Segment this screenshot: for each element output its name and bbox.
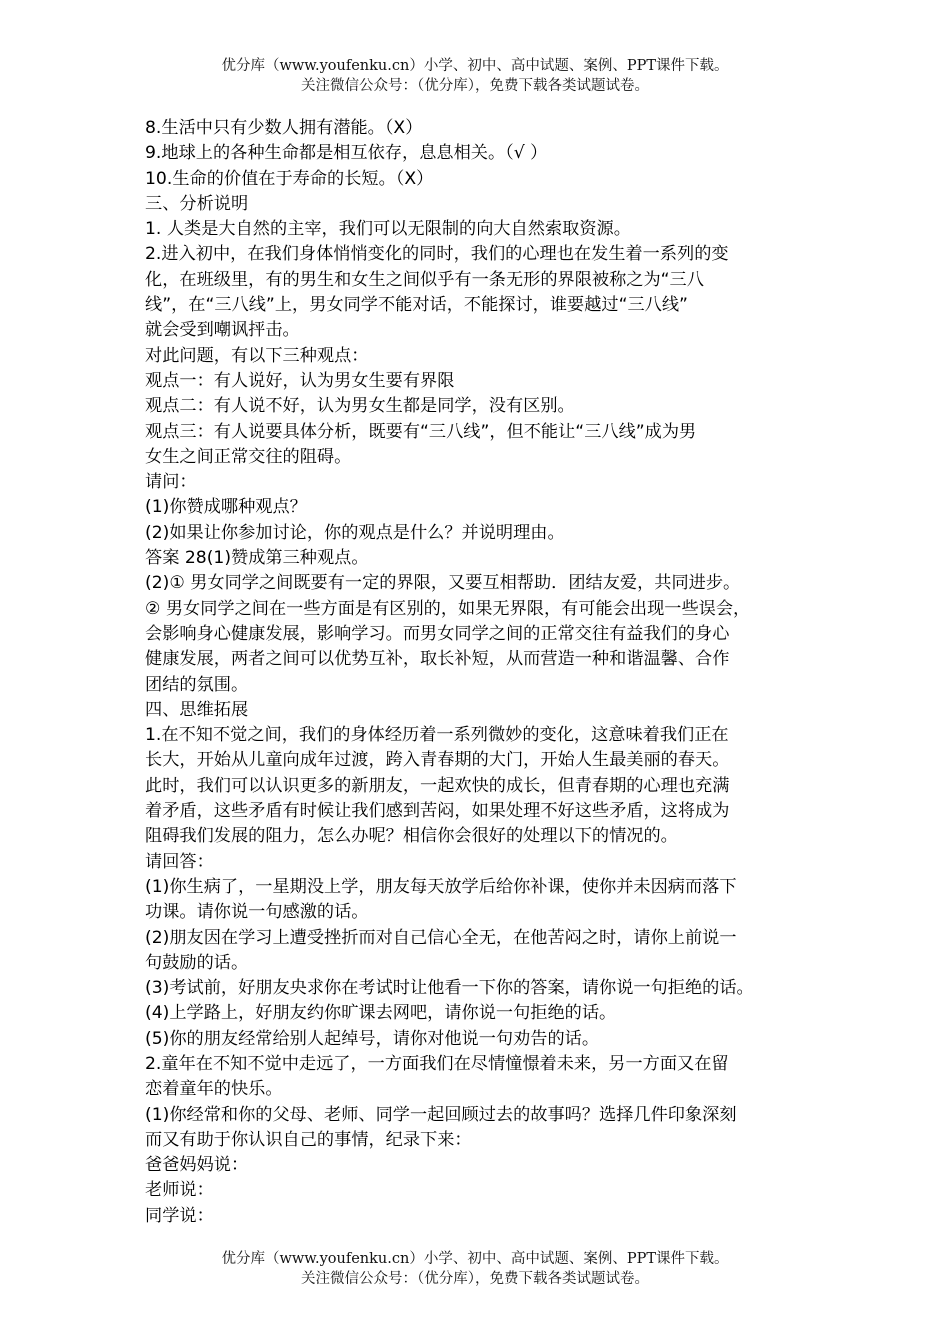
text-line: (5)你的朋友经常给别人起绰号，请你对他说一句劝告的话。 [145,1028,600,1049]
text-line: (1)你赞成哪种观点？ [145,497,307,518]
text-line: 观点三：有人说要具体分析，既要有“三八线”，但不能让“三八线”成为男 [145,421,697,442]
page-footer [0,1249,950,1289]
text-line: (3)考试前，好朋友央求你在考试时让他看一下你的答案，请你说一句拒绝的话。 [145,978,754,999]
text-line: (1)你生病了，一星期没上学，朋友每天放学后给你补课，使你并未因病而落下 [145,876,737,897]
text-line: 功课。请你说一句感激的话。 [145,902,369,923]
text-line: 四、思维拓展 [145,699,249,720]
footer-line-1: 优分库（www.youfenku.cn）小学、初中、高中试题、案例、PPT课件下载。 [221,1251,729,1267]
header-line-2: 关注微信公众号：（优分库），免费下载各类试题试卷。 [301,78,649,94]
text-line: 请回答： [145,851,214,872]
text-line: 对此问题，有以下三种观点： [145,345,369,366]
text-line: 老师说： [145,1180,214,1201]
text-line: 句鼓励的话。 [145,952,249,973]
text-line: 2.进入初中，在我们身体悄悄变化的同时，我们的心理也在发生着一系列的变 [145,244,729,265]
text-line: 而又有助于你认识自己的事情，纪录下来： [145,1129,472,1150]
text-line: 就会受到嘲讽抨击。 [145,320,300,341]
text-line: (4)上学路上，好朋友约你旷课去网吧，请你说一句拒绝的话。 [145,1003,617,1024]
text-line: 1. 人类是大自然的主宰，我们可以无限制的向大自然索取资源。 [145,219,631,240]
page-header [0,56,950,96]
text-line: 爸爸妈妈说： [145,1155,249,1176]
text-line: 团结的氛围。 [145,674,249,695]
text-line: 阻碍我们发展的阻力，怎么办呢？相信你会很好的处理以下的情况的。 [145,826,678,847]
text-line: 答案 28(1)赞成第三种观点。 [145,548,369,569]
text-line: 长大，开始从儿童向成年过渡，跨入青春期的大门，开始人生最美丽的春天。 [145,750,730,771]
text-line: 三、分析说明 [145,193,249,214]
text-line: 2.童年在不知不觉中走远了，一方面我们在尽情憧憬着未来，另一方面又在留 [145,1053,729,1074]
text-line: 恋着童年的快乐。 [145,1079,283,1100]
text-line: 健康发展，两者之间可以优势互补，取长补短，从而营造一种和谐温馨、合作 [145,649,730,670]
text-line: 化，在班级里，有的男生和女生之间似乎有一条无形的界限被称之为“三八 [145,269,704,290]
text-line: 同学说： [145,1205,214,1226]
text-line: ② 男女同学之间在一些方面是有区别的，如果无界限，有可能会出现一些误会， [145,598,751,619]
document-body [145,116,825,1229]
text-line: 观点二：有人说不好，认为男女生都是同学，没有区别。 [145,396,575,417]
text-line: 会影响身心健康发展，影响学习。而男女同学之间的正常交往有益我们的身心 [145,623,730,644]
text-line: 8.生活中只有少数人拥有潜能。（X） [145,118,423,138]
text-line: 9.地球上的各种生命都是相互依存，息息相关。（√ ） [145,143,548,164]
text-line: 观点一：有人说好，认为男女生要有界限 [145,370,455,391]
text-line: (2)朋友因在学习上遭受挫折而对自己信心全无，在他苦闷之时，请你上前说一 [145,927,737,948]
text-line: 着矛盾，这些矛盾有时候让我们感到苦闷，如果处理不好这些矛盾，这将成为 [145,801,730,822]
text-line: 线”，在“三八线”上，男女同学不能对话，不能探讨，谁要越过“三八线” [145,295,688,316]
text-line: (1)你经常和你的父母、老师、同学一起回顾过去的故事吗？选择几件印象深刻 [145,1104,737,1125]
text-line: (2)① 男女同学之间既要有一定的界限，又要互相帮助．团结友爱，共同进步。 [145,573,741,594]
header-line-1: 优分库（www.youfenku.cn）小学、初中、高中试题、案例、PPT课件下载。 [221,58,729,74]
text-line: 1.在不知不觉之间，我们的身体经历着一系列微妙的变化，这意味着我们正在 [145,725,729,746]
text-line: 10.生命的价值在于寿命的长短。（X） [145,168,434,189]
text-line: 请问： [145,472,197,493]
footer-line-2: 关注微信公众号：（优分库），免费下载各类试题试卷。 [301,1271,649,1287]
text-line: 女生之间正常交往的阻碍。 [145,446,352,467]
text-line: (2)如果让你参加讨论，你的观点是什么？并说明理由。 [145,522,565,543]
text-line: 此时，我们可以认识更多的新朋友，一起欢快的成长，但青春期的心理也充满 [145,775,730,796]
